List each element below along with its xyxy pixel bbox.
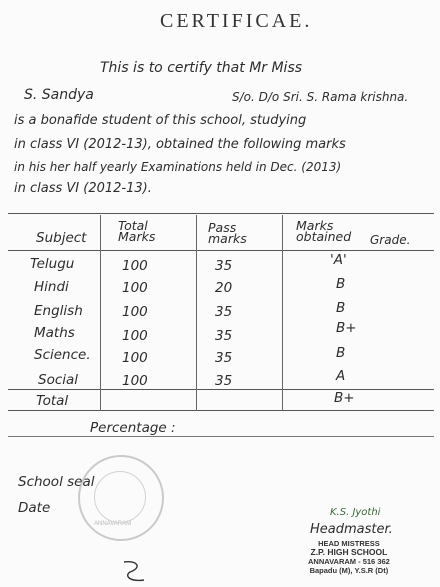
- class-year-line: in class VI (2012-13).: [14, 181, 152, 196]
- col-divider: [282, 215, 283, 411]
- certificate-title: CERTIFICAE.: [160, 10, 313, 32]
- row-subject: Hindi: [34, 279, 69, 295]
- student-name: S. Sandya: [24, 87, 94, 103]
- table-header-rule: [8, 250, 434, 251]
- date-label: Date: [18, 500, 51, 516]
- row-pass: 35: [215, 373, 233, 389]
- certify-line: This is to certify that Mr Miss: [100, 60, 303, 76]
- row-grade: B: [336, 276, 346, 292]
- headmaster-label: Headmaster.: [310, 522, 393, 537]
- row-subject: Science.: [34, 347, 91, 363]
- row-total: 100: [122, 280, 148, 296]
- row-subject: English: [34, 303, 83, 319]
- row-pass: 35: [215, 328, 233, 344]
- row-subject: Telugu: [30, 256, 75, 272]
- parent-name: S/o. D/o Sri. S. Rama krishna.: [232, 90, 409, 104]
- row-total: 100: [122, 328, 148, 344]
- class-line: in class VI (2012-13), obtained the following marks: [14, 137, 346, 152]
- total-top-rule: [8, 389, 434, 390]
- row-subject: Maths: [34, 325, 75, 341]
- seal-text: ANNAVARAM: [94, 521, 132, 527]
- table-top-rule: [8, 213, 434, 214]
- col-divider: [100, 215, 101, 411]
- pen-mark: [120, 558, 150, 584]
- total-grade: B+: [334, 390, 355, 406]
- school-seal-label: School seal: [18, 474, 95, 490]
- stamp-line: Z.P. HIGH SCHOOL: [310, 547, 388, 557]
- header-grade: Grade.: [370, 233, 411, 247]
- total-bottom-rule: [8, 410, 434, 411]
- row-pass: 35: [215, 304, 233, 320]
- signature: K.S. Jyothi: [330, 507, 381, 518]
- row-pass: 35: [215, 350, 233, 366]
- row-total: 100: [122, 350, 148, 366]
- header-obtained: Marks obtained: [296, 218, 352, 244]
- stamp-line: ANNAVARAM - 516 362: [308, 557, 390, 566]
- row-pass: 35: [215, 258, 233, 274]
- school-seal-stamp: [78, 455, 164, 541]
- row-total: 100: [122, 373, 148, 389]
- row-grade: 'A': [330, 252, 347, 268]
- col-divider: [196, 215, 197, 411]
- headmistress-stamp: [308, 539, 390, 575]
- header-subject: Subject: [36, 230, 87, 246]
- header-pass: Pass marks: [208, 220, 247, 246]
- row-grade: B+: [336, 320, 357, 336]
- total-label: Total: [36, 393, 69, 409]
- row-total: 100: [122, 258, 148, 274]
- percentage-label: Percentage :: [90, 420, 176, 436]
- percentage-rule: [8, 436, 434, 437]
- row-grade: B: [336, 300, 346, 316]
- header-total: Total Marks: [118, 218, 156, 244]
- bonafide-line: is a bonafide student of this school, studying: [14, 113, 307, 128]
- row-subject: Social: [38, 372, 79, 388]
- row-grade: B: [336, 345, 346, 361]
- stamp-line: HEAD MISTRESS: [318, 539, 380, 548]
- row-total: 100: [122, 304, 148, 320]
- row-grade: A: [336, 368, 346, 384]
- stamp-line: Bapadu (M), Y.S.R (Dt): [309, 566, 389, 575]
- row-pass: 20: [215, 280, 233, 296]
- exam-line: in his her half yearly Examinations held in Dec. (2013): [14, 160, 342, 174]
